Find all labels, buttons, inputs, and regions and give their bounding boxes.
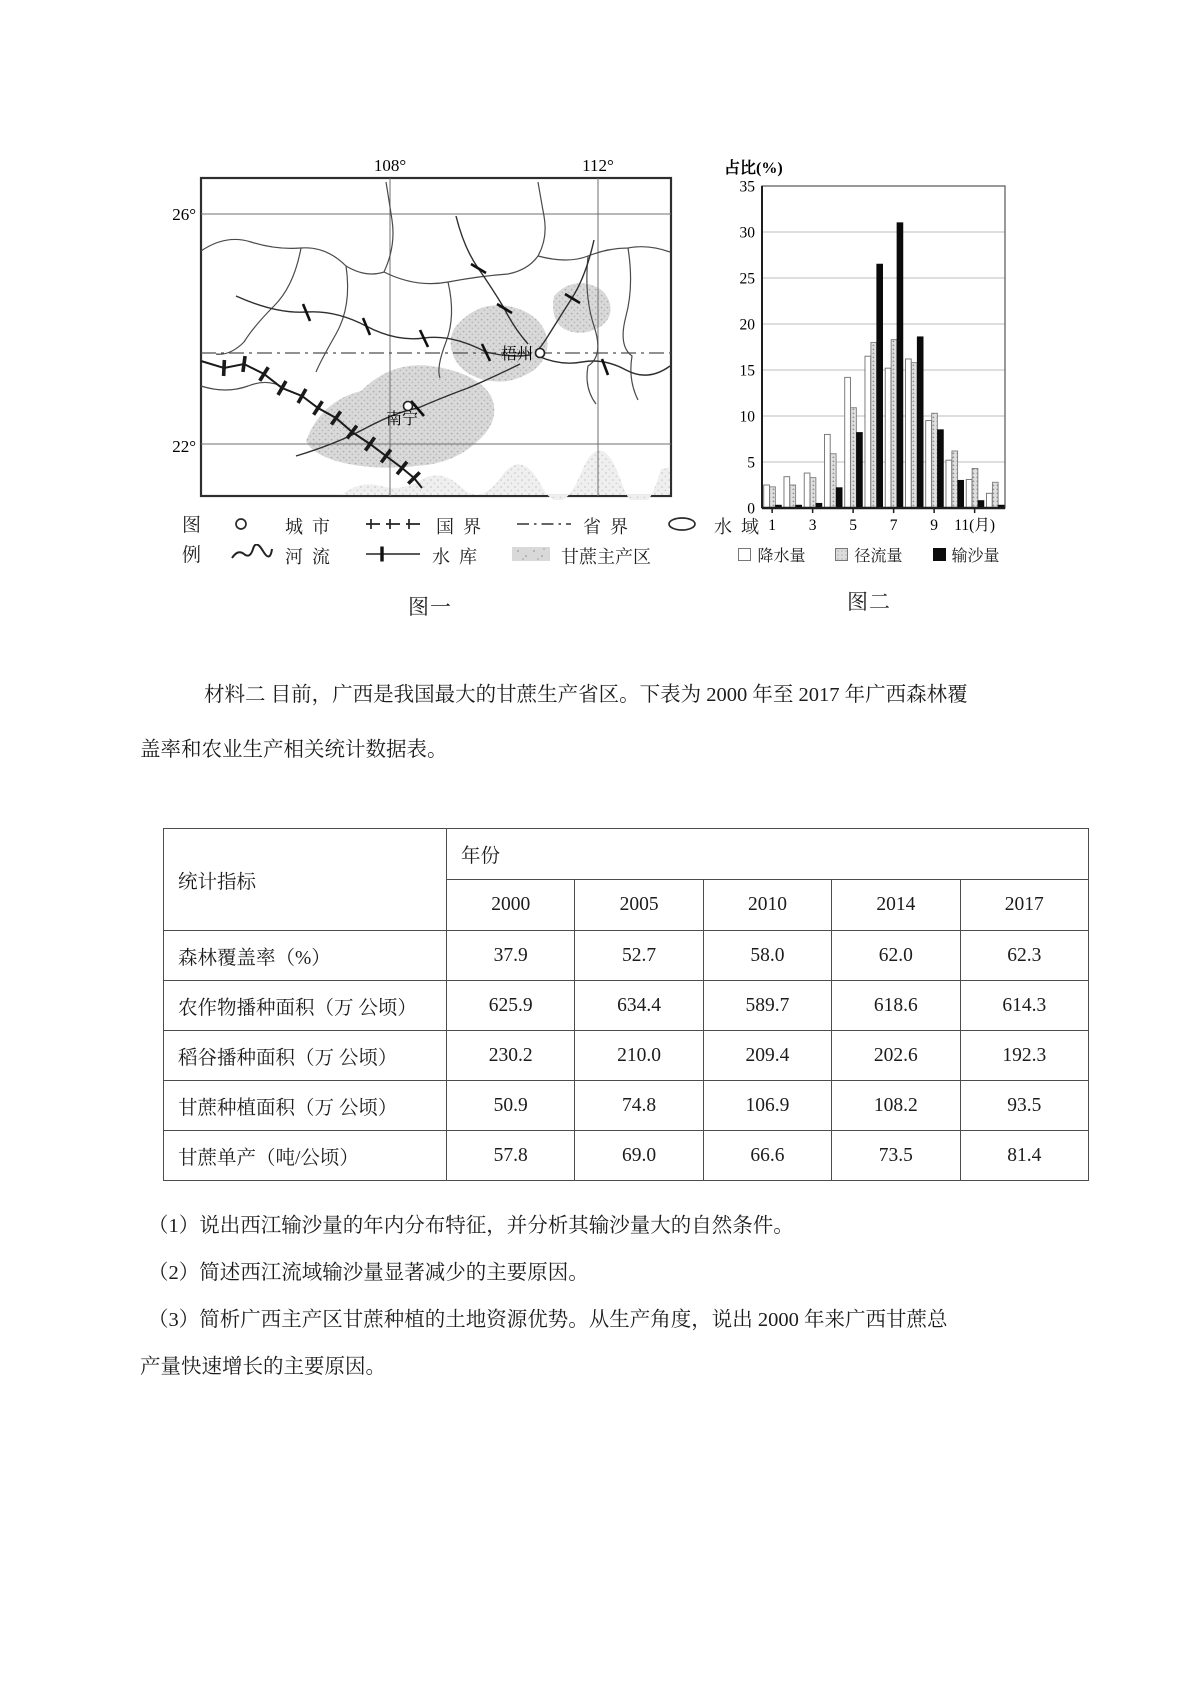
chart-frame bbox=[762, 186, 1005, 508]
bar-径流量-month-10 bbox=[952, 451, 958, 508]
bar-径流量-month-8 bbox=[911, 363, 917, 508]
city-marker-nanning bbox=[404, 402, 413, 411]
bar-输沙量-month-6 bbox=[877, 264, 883, 508]
bar-降水量-month-7 bbox=[885, 368, 891, 508]
map-legend-label: 国 界 bbox=[436, 517, 482, 537]
map-legend-label: 城 市 bbox=[285, 517, 331, 537]
province-border-icon bbox=[515, 515, 583, 538]
bar-降水量-month-9 bbox=[926, 421, 932, 508]
chart-body bbox=[740, 179, 1006, 535]
questions-block bbox=[140, 1203, 1100, 1391]
map-legend-rows bbox=[229, 511, 785, 571]
table-cell-4-0: 57.8 bbox=[447, 1131, 575, 1181]
year-column-2000: 2000 bbox=[447, 880, 575, 931]
table-cell-3-4: 93.5 bbox=[960, 1081, 1088, 1131]
bar-径流量-month-6 bbox=[871, 342, 877, 508]
chart-legend-item-径流量 bbox=[835, 543, 902, 566]
guangxi-map bbox=[156, 156, 704, 500]
year-column-2005: 2005 bbox=[575, 880, 703, 931]
table-cell-4-1: 69.0 bbox=[575, 1131, 703, 1181]
legend-char-li: 例 bbox=[182, 545, 204, 566]
bar-降水量-month-10 bbox=[946, 460, 952, 508]
legend-char-tu: 图 bbox=[182, 515, 204, 536]
chart-legend-item-输沙量 bbox=[933, 543, 1000, 566]
bar-输沙量-month-10 bbox=[958, 480, 964, 508]
bar-降水量-month-6 bbox=[865, 356, 871, 508]
map-legend-item-sugarcane-region bbox=[511, 543, 651, 569]
table-row-0 bbox=[164, 931, 1089, 981]
x-tick-label-3: 3 bbox=[808, 517, 817, 534]
indicator-header: 统计指标 bbox=[164, 829, 447, 931]
map-legend-label: 河 流 bbox=[285, 547, 331, 567]
map-legend-item-reservoir bbox=[364, 543, 477, 569]
year-column-2017: 2017 bbox=[960, 880, 1088, 931]
map-legend-item-river bbox=[229, 543, 330, 569]
city-marker-wuzhou bbox=[536, 349, 545, 358]
x-tick-label-11: 11(月) bbox=[954, 517, 995, 534]
question-3 bbox=[140, 1297, 1100, 1391]
y-tick-label-25: 25 bbox=[739, 270, 755, 288]
bar-径流量-month-1 bbox=[770, 487, 776, 508]
lon-label-112: 112° bbox=[582, 156, 614, 175]
chart-legend bbox=[716, 543, 1022, 566]
bar-chart bbox=[716, 156, 1022, 534]
map-legend-title bbox=[182, 511, 203, 571]
material2-line1: 材料二 目前，广西是我国最大的甘蔗生产省区。下表为 2000 年至 2017 年广西森林覆 bbox=[204, 684, 968, 706]
y-tick-label-10: 10 bbox=[739, 408, 755, 426]
row-label: 农作物播种面积（万 公顷） bbox=[164, 981, 447, 1031]
row-label: 森林覆盖率（%） bbox=[164, 931, 447, 981]
bar-降水量-month-4 bbox=[824, 434, 830, 508]
table-cell-1-0: 625.9 bbox=[447, 981, 575, 1031]
table-cell-1-1: 634.4 bbox=[575, 981, 703, 1031]
y-tick-label-20: 20 bbox=[739, 316, 755, 334]
降水量-swatch-icon bbox=[738, 548, 751, 561]
map-legend-item-national-border bbox=[364, 513, 481, 539]
chart-legend-label: 径流量 bbox=[854, 548, 903, 565]
bar-输沙量-month-4 bbox=[836, 488, 842, 508]
table-cell-3-1: 74.8 bbox=[575, 1081, 703, 1131]
table-cell-3-0: 50.9 bbox=[447, 1081, 575, 1131]
table-cell-0-3: 62.0 bbox=[832, 931, 960, 981]
map-legend-item-city bbox=[229, 513, 330, 539]
bar-降水量-month-11 bbox=[966, 479, 972, 508]
bar-径流量-month-12 bbox=[992, 482, 998, 508]
y-tick-label-5: 5 bbox=[747, 454, 755, 472]
table-cell-2-3: 202.6 bbox=[832, 1031, 960, 1081]
bar-径流量-month-2 bbox=[790, 485, 796, 508]
table-cell-4-3: 73.5 bbox=[832, 1131, 960, 1181]
map-legend-label: 省 界 bbox=[583, 517, 629, 537]
map-legend bbox=[182, 511, 760, 571]
sugarcane-region-icon bbox=[511, 545, 561, 568]
year-column-2010: 2010 bbox=[703, 880, 831, 931]
table-cell-1-3: 618.6 bbox=[832, 981, 960, 1031]
question-2 bbox=[140, 1250, 1100, 1297]
table-cell-1-2: 589.7 bbox=[703, 981, 831, 1031]
y-tick-label-35: 35 bbox=[739, 178, 755, 196]
year-column-2014: 2014 bbox=[832, 880, 960, 931]
y-tick-label-30: 30 bbox=[739, 224, 755, 242]
lon-label-108: 108° bbox=[373, 156, 407, 175]
table-cell-1-4: 614.3 bbox=[960, 981, 1088, 1031]
bar-降水量-month-8 bbox=[905, 359, 911, 508]
x-tick-label-9: 9 bbox=[930, 517, 938, 534]
table-cell-0-1: 52.7 bbox=[575, 931, 703, 981]
water-area-icon bbox=[662, 515, 714, 538]
bar-降水量-month-5 bbox=[845, 377, 851, 508]
chart-legend-item-降水量 bbox=[738, 543, 805, 566]
table-row-3 bbox=[164, 1081, 1089, 1131]
year-header: 年份 bbox=[447, 829, 1089, 880]
material2-paragraph bbox=[140, 668, 1085, 778]
bar-降水量-month-12 bbox=[986, 493, 992, 508]
question-3-line-1: （3）简析广西主产区甘蔗种植的土地资源优势。从生产角度，说出 2000 年来广西甘蔗总 bbox=[148, 1309, 948, 1331]
chart-legend-label: 输沙量 bbox=[951, 548, 1000, 565]
bar-降水量-month-2 bbox=[784, 477, 790, 508]
table-cell-4-4: 81.4 bbox=[960, 1131, 1088, 1181]
bar-径流量-month-3 bbox=[810, 478, 816, 508]
table-cell-2-1: 210.0 bbox=[575, 1031, 703, 1081]
x-tick-label-5: 5 bbox=[849, 517, 857, 534]
table-row-4 bbox=[164, 1131, 1089, 1181]
bar-输沙量-month-9 bbox=[938, 430, 944, 508]
径流量-swatch-icon bbox=[835, 548, 848, 561]
map-legend-label: 甘蔗主产区 bbox=[561, 547, 652, 567]
row-label: 甘蔗种植面积（万 公顷） bbox=[164, 1081, 447, 1131]
table-row-1 bbox=[164, 981, 1089, 1031]
lat-label-22: 22° bbox=[172, 437, 196, 456]
question-3-line-2: 产量快速增长的主要原因。 bbox=[140, 1356, 386, 1378]
table-cell-0-4: 62.3 bbox=[960, 931, 1088, 981]
city-label-nanning: 南宁 bbox=[386, 411, 419, 428]
y-tick-label-0: 0 bbox=[747, 500, 755, 518]
table-cell-2-0: 230.2 bbox=[447, 1031, 575, 1081]
table-cell-0-0: 37.9 bbox=[447, 931, 575, 981]
river-icon bbox=[229, 544, 285, 569]
bar-降水量-month-1 bbox=[764, 485, 770, 508]
bar-径流量-month-4 bbox=[830, 454, 836, 508]
table-row-2 bbox=[164, 1031, 1089, 1081]
x-tick-label-7: 7 bbox=[889, 517, 898, 534]
bar-降水量-month-3 bbox=[804, 473, 810, 508]
bar-径流量-month-5 bbox=[851, 408, 857, 508]
bar-输沙量-month-5 bbox=[857, 433, 863, 508]
x-tick-label-1: 1 bbox=[768, 517, 776, 534]
question-2-line-1: （2）简述西江流域输沙量显著减少的主要原因。 bbox=[148, 1262, 589, 1284]
map-legend-label: 水 库 bbox=[432, 547, 478, 567]
y-tick-label-15: 15 bbox=[739, 362, 755, 380]
y-axis-title: 占比(%) bbox=[724, 160, 783, 177]
material2-line2: 盖率和农业生产相关统计数据表。 bbox=[140, 739, 448, 761]
question-1 bbox=[140, 1203, 1100, 1250]
figure2-caption: 图二 bbox=[847, 590, 891, 614]
row-label: 稻谷播种面积（万 公顷） bbox=[164, 1031, 447, 1081]
table-cell-3-3: 108.2 bbox=[832, 1081, 960, 1131]
table-cell-4-2: 66.6 bbox=[703, 1131, 831, 1181]
national-border-icon bbox=[364, 515, 436, 538]
statistics-table bbox=[163, 828, 1089, 1181]
map-legend-item-province-border bbox=[515, 513, 628, 539]
map-legend-label: 水 域 bbox=[714, 517, 760, 537]
table-cell-2-4: 192.3 bbox=[960, 1031, 1088, 1081]
lat-label-26: 26° bbox=[172, 205, 196, 224]
bar-输沙量-month-8 bbox=[917, 337, 923, 508]
question-1-line-1: （1）说出西江输沙量的年内分布特征，并分析其输沙量大的自然条件。 bbox=[148, 1215, 794, 1237]
chart-legend-label: 降水量 bbox=[757, 548, 806, 565]
bar-输沙量-month-7 bbox=[897, 223, 903, 508]
map-legend-row-2 bbox=[229, 541, 785, 571]
输沙量-swatch-icon bbox=[933, 548, 946, 561]
city-label-wuzhou: 梧州 bbox=[500, 346, 533, 363]
table-cell-0-2: 58.0 bbox=[703, 931, 831, 981]
table-cell-2-2: 209.4 bbox=[703, 1031, 831, 1081]
bar-chart-figure bbox=[716, 156, 1022, 616]
table-cell-3-2: 106.9 bbox=[703, 1081, 831, 1131]
bar-径流量-month-11 bbox=[972, 468, 978, 508]
reservoir-icon bbox=[364, 545, 432, 568]
bar-径流量-month-9 bbox=[932, 413, 938, 508]
bar-径流量-month-7 bbox=[891, 340, 897, 508]
row-label: 甘蔗单产（吨/公顷） bbox=[164, 1131, 447, 1181]
figure1-caption: 图一 bbox=[408, 595, 452, 619]
map-legend-row-1 bbox=[229, 511, 785, 541]
city-icon bbox=[229, 515, 285, 538]
